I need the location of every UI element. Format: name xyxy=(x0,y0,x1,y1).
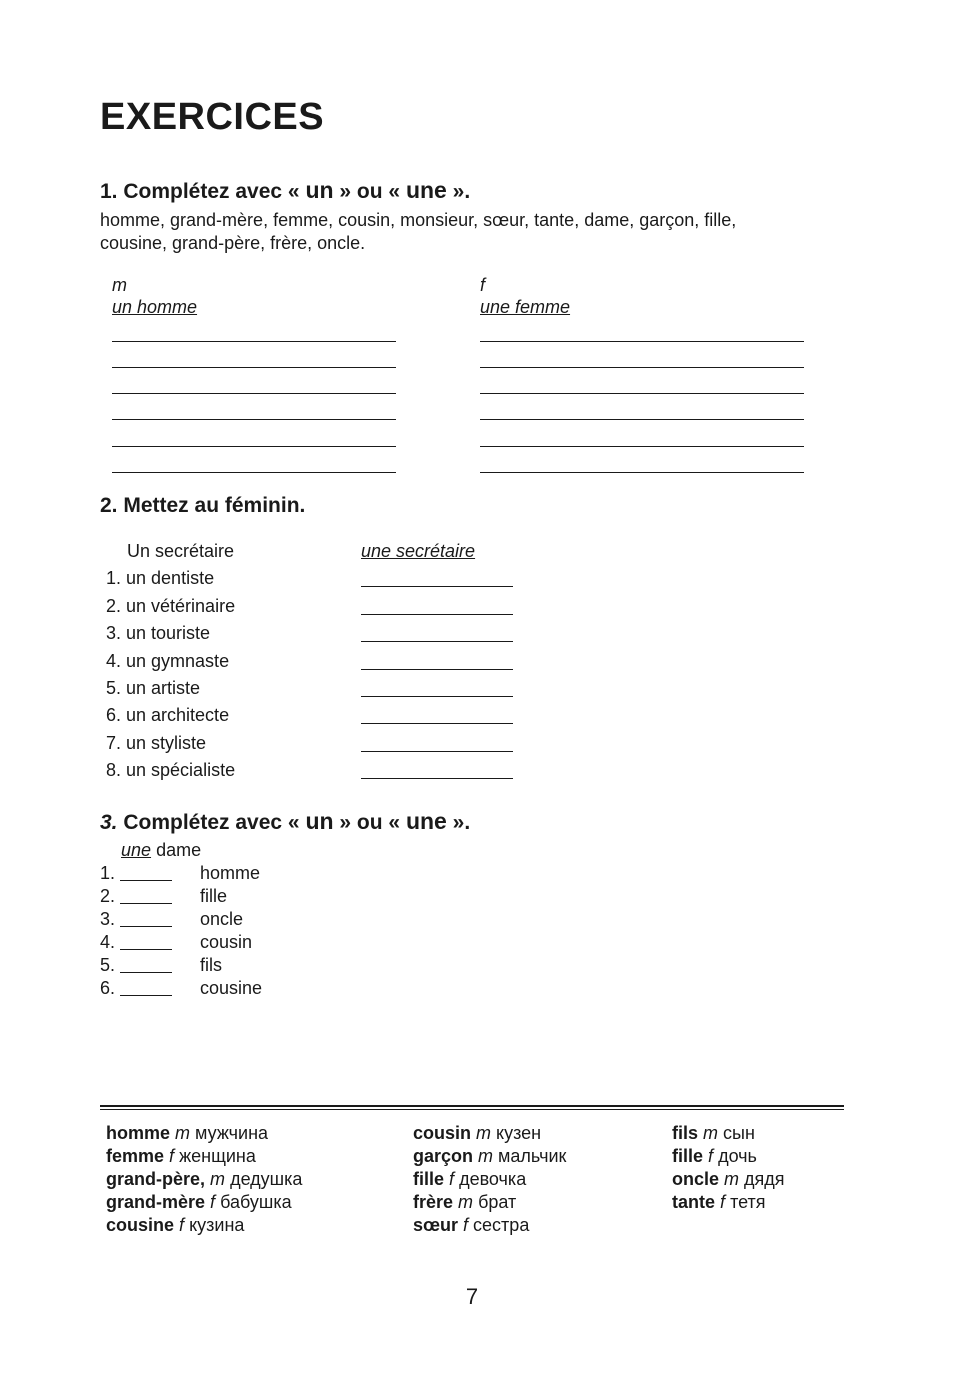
exercise-1-instruction: Complétez avec « xyxy=(123,180,300,203)
vocab-column-1 xyxy=(106,1122,302,1237)
exercise-3-item: 5. fils xyxy=(100,955,222,975)
exercise-3-word: fils xyxy=(200,955,222,975)
vocab-entry: fille f дочь xyxy=(672,1146,757,1166)
example-word: dame xyxy=(156,840,202,860)
exercise-2-answer-line[interactable] xyxy=(361,586,513,587)
feminine-answer-line[interactable] xyxy=(480,472,804,473)
word-un: un xyxy=(305,808,334,834)
feminine-column-header xyxy=(480,274,570,318)
exercise-3-answer-line[interactable] xyxy=(120,903,172,904)
vocab-entry: femme f женщина xyxy=(106,1146,256,1166)
masculine-example: un homme xyxy=(112,297,198,317)
exercise-1-heading xyxy=(100,177,470,204)
exercise-2-item: 5. un artiste xyxy=(106,678,201,698)
page-number: 7 xyxy=(465,1284,479,1309)
example-article: une xyxy=(121,840,152,860)
masculine-answer-line[interactable] xyxy=(112,472,396,473)
exercise-2-answer-line[interactable] xyxy=(361,614,513,615)
exercise-3-word: fille xyxy=(200,886,228,906)
exercise-2-example-answer: une secrétaire xyxy=(361,541,476,561)
exercise-1-end: ». xyxy=(452,180,471,203)
vocab-entry: tante f тетя xyxy=(672,1192,766,1212)
page-title: EXERCICES xyxy=(100,96,325,138)
vocab-column-2 xyxy=(413,1122,566,1237)
exercise-2-answer-line[interactable] xyxy=(361,723,513,724)
word-une: une xyxy=(405,177,447,203)
exercise-3-item: 1. homme xyxy=(100,863,261,883)
exercise-3-answer-line[interactable] xyxy=(120,880,172,881)
vocab-entry: grand-mère f бабушка xyxy=(106,1192,292,1212)
word-un: un xyxy=(305,177,334,203)
exercise-3-connector: » ou « xyxy=(339,811,401,834)
exercise-3-item: 2. fille xyxy=(100,886,228,906)
vocab-entry: oncle m дядя xyxy=(672,1169,785,1189)
word-une: une xyxy=(405,808,447,834)
exercise-2-answer-line[interactable] xyxy=(361,669,513,670)
exercise-3-word: cousin xyxy=(200,932,253,952)
feminine-label: f xyxy=(480,275,486,295)
feminine-answer-line[interactable] xyxy=(480,367,804,368)
exercise-3-word: homme xyxy=(200,863,261,883)
exercise-3-end: ». xyxy=(452,811,471,834)
feminine-answer-line[interactable] xyxy=(480,419,804,420)
exercise-2-item: 3. un touriste xyxy=(106,623,211,643)
exercise-2-item: 7. un styliste xyxy=(106,733,207,753)
exercise-1-connector: » ou « xyxy=(339,180,401,203)
vocab-divider-thin xyxy=(100,1109,844,1110)
vocab-entry: fils m сын xyxy=(672,1123,755,1143)
masculine-answer-line[interactable] xyxy=(112,341,396,342)
exercise-2-item: 2. un vétérinaire xyxy=(106,596,236,616)
feminine-answer-line[interactable] xyxy=(480,341,804,342)
exercise-2-example-left: Un secrétaire xyxy=(127,541,235,561)
feminine-example: une femme xyxy=(480,297,571,317)
exercise-3-answer-line[interactable] xyxy=(120,995,172,996)
exercise-3-example xyxy=(121,839,201,861)
exercise-2-item: 1. un dentiste xyxy=(106,568,215,588)
vocab-entry: frère m брат xyxy=(413,1192,517,1212)
exercise-1-number: 1. xyxy=(100,180,118,203)
vocab-column-3 xyxy=(672,1122,785,1214)
exercise-3-number: 3. xyxy=(100,811,118,834)
exercise-2-item: 8. un spécialiste xyxy=(106,760,236,780)
masculine-answer-line[interactable] xyxy=(112,367,396,368)
exercise-2-answer-line[interactable] xyxy=(361,641,513,642)
exercise-2-item: 6. un architecte xyxy=(106,705,230,725)
exercise-3-item: 4. cousin xyxy=(100,932,253,952)
vocab-entry: homme m мужчина xyxy=(106,1123,269,1143)
exercise-2-answer-line[interactable] xyxy=(361,696,513,697)
vocab-entry: fille f девочка xyxy=(413,1169,527,1189)
exercise-3-answer-line[interactable] xyxy=(120,949,172,950)
word-list-line-2: cousine, grand-père, frère, oncle. xyxy=(100,233,366,253)
vocab-entry: cousine f кузина xyxy=(106,1215,245,1235)
exercise-3-answer-line[interactable] xyxy=(120,972,172,973)
vocab-divider-thick xyxy=(100,1105,844,1107)
exercise-2-item: 4. un gymnaste xyxy=(106,651,230,671)
exercise-3-answer-line[interactable] xyxy=(120,926,172,927)
feminine-answer-line[interactable] xyxy=(480,446,804,447)
masculine-column-header xyxy=(112,274,197,318)
word-list-line-1: homme, grand-mère, femme, cousin, monsieur, sœur, tante, dame, garçon, fille, xyxy=(100,210,737,230)
vocab-entry: grand-père, m дедушка xyxy=(106,1169,303,1189)
exercise-3-word: oncle xyxy=(200,909,244,929)
exercise-3-item: 3. oncle xyxy=(100,909,244,929)
exercise-1-word-list xyxy=(100,209,850,255)
vocab-entry: cousin m кузен xyxy=(413,1123,542,1143)
masculine-answer-line[interactable] xyxy=(112,446,396,447)
exercise-3-item: 6. cousine xyxy=(100,978,263,998)
masculine-label: m xyxy=(112,275,127,295)
exercise-3-heading xyxy=(100,808,470,835)
masculine-answer-line[interactable] xyxy=(112,393,396,394)
masculine-answer-line[interactable] xyxy=(112,419,396,420)
exercise-3-word: cousine xyxy=(200,978,263,998)
vocab-entry: garçon m мальчик xyxy=(413,1146,567,1166)
vocab-entry: sœur f сестра xyxy=(413,1215,530,1235)
exercise-2-answer-line[interactable] xyxy=(361,751,513,752)
exercise-2-heading: 2. Mettez au féminin. xyxy=(100,494,306,517)
exercise-2-answer-line[interactable] xyxy=(361,778,513,779)
feminine-answer-line[interactable] xyxy=(480,393,804,394)
exercise-3-instruction: Complétez avec « xyxy=(123,811,300,834)
